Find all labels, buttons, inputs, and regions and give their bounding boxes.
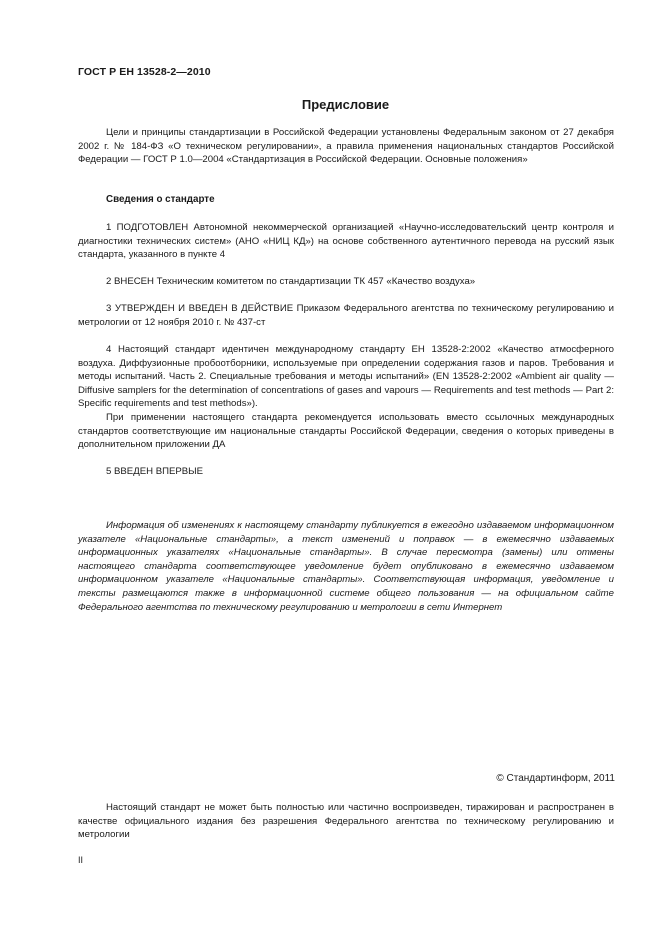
reproduction-notice: Настоящий стандарт не может быть полностью или частично воспроизведен, тиражирован и распространен в качестве официального издания без разрешения Федерального агентства по техническому регулированию и метрологии [78,802,614,841]
document-code-header: ГОСТ Р ЕН 13528-2—2010 [78,66,211,78]
item-4-identical: 4 Настоящий стандарт идентичен международному стандарту ЕН 13528-2:2002 «Качество атмосферного воздуха. Диффузионные пробоотборники, используемые при определении содержания газов и паров. Требования и методы испытаний. Часть 2. Специальные требования и методы испытаний» (EN 13528-2:2002 «Ambient air quality — Diffusive samplers for the determination of concentrations of gases and vapours — Requirements and test methods — Part 2: Specific requirements and test methods»). [78,344,614,410]
changes-notice: Информация об изменениях к настоящему стандарту публикуется в ежегодно издаваемом информационном указателе «Национальные стандарты», а текст изменений и поправок — в ежемесячно издаваемых информационных указателях «Национальные стандарты». В случае пересмотра (замены) или отмены настоящего стандарта соответствующее уведомление будет опубликовано в ежемесячно издаваемом информационном указателе «Национальные стандарты». Соответствующая информация, уведомление и тексты размещаются также в информационной системе общего пользования — на официальном сайте Федерального агентства по техническому регулированию и метрологии в сети Интернет [78,520,614,613]
item-4-application-note: При применении настоящего стандарта рекомендуется использовать вместо ссылочных международных стандартов соответствующие им национальные стандарты Российской Федерации, сведения о которых приведены в дополнительном приложении ДА [78,412,614,451]
item-2-introduced: 2 ВНЕСЕН Техническим комитетом по стандартизации ТК 457 «Качество воздуха» [106,276,476,287]
item-1-prepared: 1 ПОДГОТОВЛЕН Автономной некоммерческой организацией «Научно-исследовательский центр контроля и диагностики технических систем» (АНО «НИЦ КД») на основе собственного аутентичного перевода на русский язык стандарта, указанного в пункте 4 [78,222,614,261]
item-5-first-introduced: 5 ВВЕДЕН ВПЕРВЫЕ [106,466,204,477]
standard-info-subheading: Сведения о стандарте [106,194,215,205]
item-3-approved: 3 УТВЕРЖДЕН И ВВЕДЕН В ДЕЙСТВИЕ Приказом Федерального агентства по техническому регулированию и метрологии от 12 ноября 2010 г. № 437-ст [78,303,614,328]
page-number: II [78,855,84,865]
intro-paragraph: Цели и принципы стандартизации в Российской Федерации установлены Федеральным законом от 27 декабря 2002 г. № 184-ФЗ «О техническом регулировании», а правила применения национальных стандартов Российской Федерации — ГОСТ Р 1.0—2004 «Стандартизация в Российской Федерации. Основные положения» [78,127,614,166]
page-title: Предисловие [301,97,390,112]
copyright-line: © Стандартинформ, 2011 [496,773,615,784]
